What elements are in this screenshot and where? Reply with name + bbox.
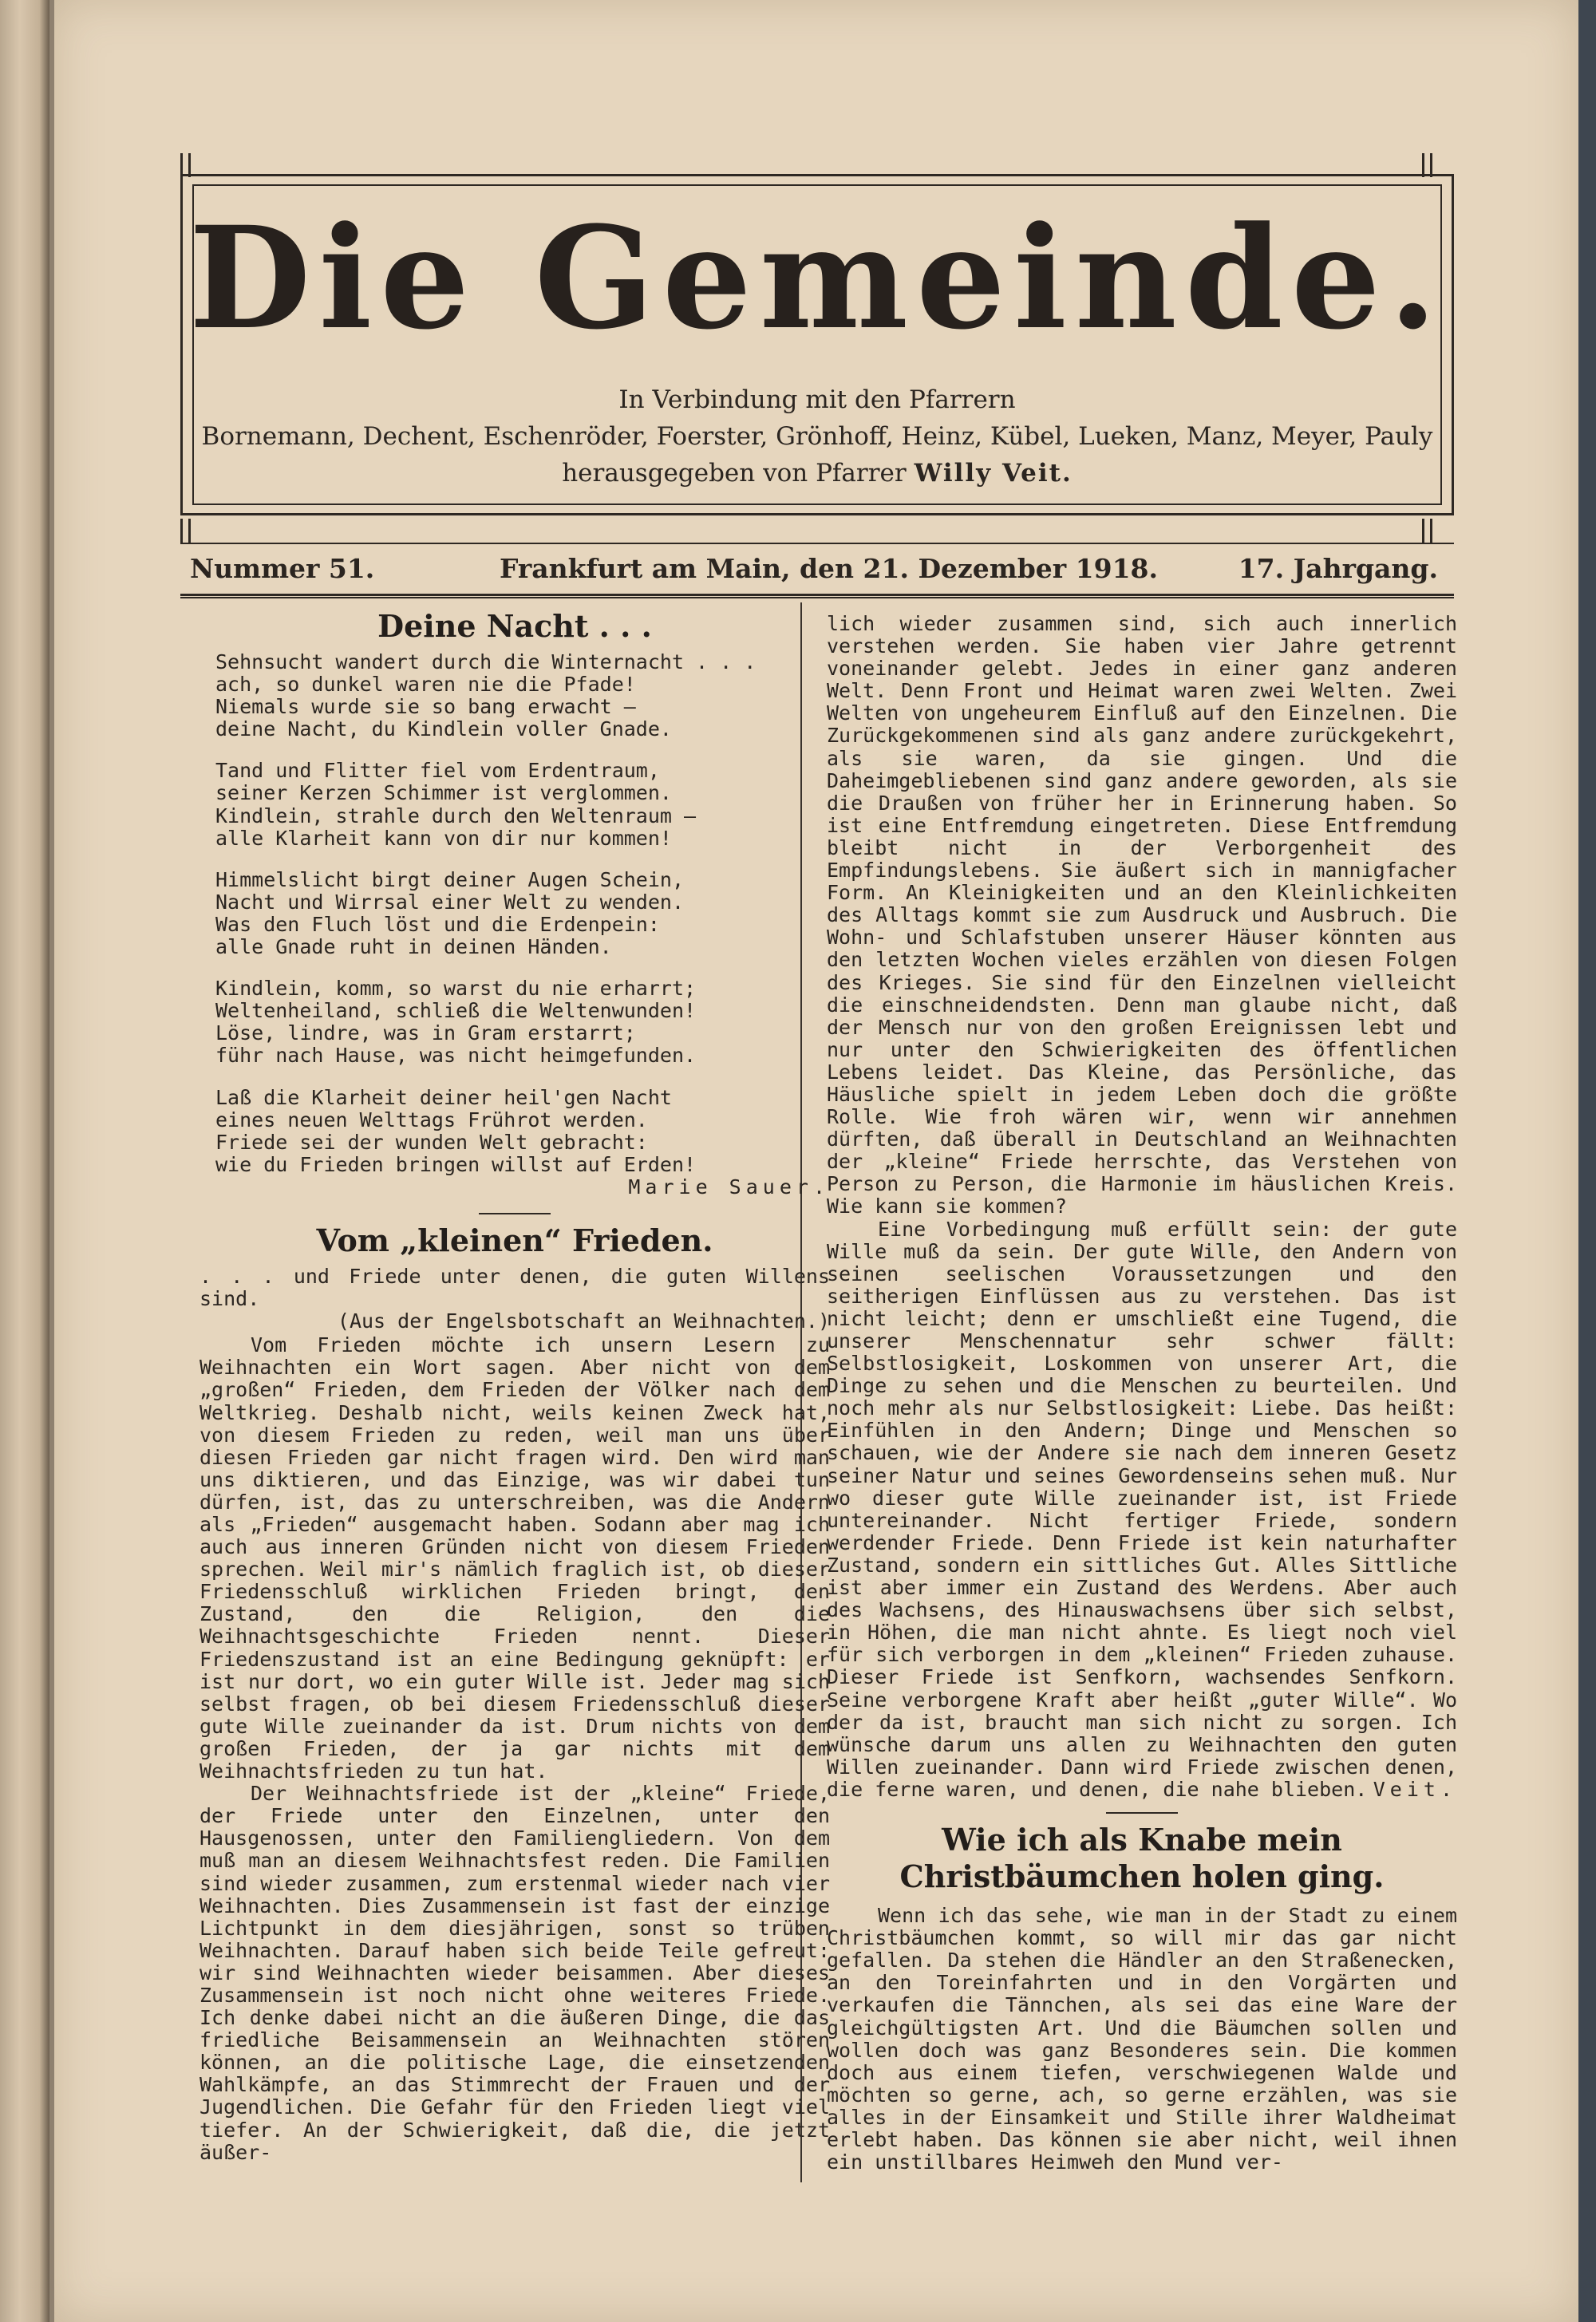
poem-stanza (215, 760, 830, 849)
left-column (200, 606, 830, 2164)
masthead-line-1: In Verbindung mit den Pfarrern (618, 385, 1016, 414)
poem-line: ach, so dunkel waren nie die Pfade! (215, 673, 636, 697)
frame-tick (1430, 519, 1432, 543)
masthead-editor-prefix: herausgegeben von Pfarrer (562, 459, 907, 488)
poem-line: Weltenheiland, schließ die Weltenwunden! (215, 999, 697, 1023)
masthead-line-3 (183, 459, 1452, 488)
poem-line: Friede sei der wunden Welt gebracht: (215, 1130, 648, 1154)
issue-number: Nummer 51. (190, 553, 375, 584)
article-title: Vom „kleinen“ Frieden. (316, 1222, 713, 1258)
poem-line: deine Nacht, du Kindlein voller Gnade. (215, 717, 672, 741)
poem-line: führ nach Hause, was nicht heimgefunden. (215, 1044, 697, 1068)
poem-stanza (215, 977, 830, 1067)
poem-line: Laß die Klarheit deiner heil'gen Nacht (215, 1085, 672, 1109)
poem-line: Kindlein, strahle durch den Weltenraum — (215, 804, 697, 827)
article-author: Veit. (1373, 1777, 1457, 1801)
issue-volume: 17. Jahrgang. (1238, 553, 1438, 584)
article-paragraph: Eine Vorbedingung muß erfüllt sein: der gute Wille muß da sein. Der gute Wille, den Andern von seinen seelischen Voraussetzungen und den seitherigen Einflüssen aus zu verstehen. Das ist nicht leicht; denn er umschließt eine Tugend, die unserer Menschennatur sehr schwer fällt: Selbstlosigkeit, Loskommen von unserer Art, die Dinge zu sehen und die Menschen zu beurteilen. Und noch mehr als nur Selbstlosigkeit: Liebe. Das heißt: Einfühlen in den Andern; Dinge und Menschen so schauen, wie der Andere sie nach dem inneren Gesetz seiner Natur und seines Gewordenseins sehen muß. Nur wo dieser gute Wille zueinander ist, ist Friede untereinander. Nicht fertiger Friede, sondern werdender Friede. Denn Friede ist kein naturhafter Zustand, sondern ein sittliches Gut. Alles Sittliche ist aber immer ein Zustand des Werdens. Aber auch des Wachsens, des Hinauswachsens über sich selbst, in Höhen, die man nicht ahnte. Es liegt noch viel für sich verborgen in dem „kleinen“ Frieden zuhause. Dieser Friede ist Senfkorn, wachsendes Senfkorn. Seine verborgene Kraft aber heißt „guter Wille“. Wo der da ist, braucht man sich nicht zu sorgen. Ich wünsche darum uns allen zu Weihnachten den guten Willen zueinander. Dann wird Friede zwischen denen, die ferne waren, und denen, die nahe blieben. (827, 1217, 1457, 1801)
book-binding (1578, 0, 1596, 2322)
poem-stanza (215, 869, 830, 958)
poem-line: alle Klarheit kann von dir nur kommen! (215, 826, 672, 850)
adjacent-page-edge (0, 0, 49, 2322)
article-paragraph: Der Weihnachtsfriede ist der „kleine“ Friede, der Friede unter den Einzelnen, unter den Hausgenossen, unter den Familiengliedern. Von dem muß man an diesem Weihnachtsfest reden. Die Familien sind wieder zusammen, zum erstenmal wieder nach vier Weihnachten. Dies Zusammensein ist fast der einzige Lichtpunkt in dem diesjährigen, sonst so trüben Weihnachten. Darauf haben sich beide Teile gefreut: wir sind Weihnachten wieder beisammen. Aber dieses Zusammensein ist noch nicht ohne weiteres Friede. Ich denke dabei nicht an die äußeren Dinge, die das friedliche Beisammensein an Weihnachten stören können, an die politische Lage, die einsetzenden Wahlkämpfe, an das Stimmrecht der Frauen und der Jugendlichen. Die Gefahr für den Frieden liegt viel tiefer. An der Schwierigkeit, daß die, die jetzt äußer- (200, 1782, 830, 2164)
poem-author: Marie Sauer. (628, 1175, 830, 1199)
poem-line: wie du Frieden bringen willst auf Erden! (215, 1152, 697, 1176)
masthead-line-2: Bornemann, Dechent, Eschenröder, Foerster, Grönhoff, Heinz, Kübel, Lueken, Manz, Meyer, Pauly (201, 422, 1433, 451)
article-paragraph: Vom Frieden möchte ich unsern Lesern zu Weihnachten ein Wort sagen. Aber nicht von dem „großen“ Frieden, dem Frieden der Völker nach dem Weltkrieg. Deshalb nicht, weils keinen Zweck hat, von diesem Frieden zu reden, weil man uns über diesen Frieden gar nicht fragen wird. Den wird man uns diktieren, und das Einzige, was wir dabei tun dürfen, ist, das zu unterschreiben, was die Andern als „Frieden“ ausgemacht haben. Sodann aber mag ich auch aus inneren Gründen nicht von diesem Frieden sprechen. Weil mir's nämlich fraglich ist, ob dieser Friedensschluß wirklichen Frieden bringt, den Zustand, den die Religion, den die Weihnachtsgeschichte Frieden nennt. Dieser Friedenszustand ist an eine Bedingung geknüpft: er ist nur dort, wo ein guter Wille ist. Jeder mag sich selbst fragen, ob bei diesem Friedensschluß dieser gute Wille zueinander da ist. Drum nichts von dem großen Frieden, der ja gar nichts mit dem Weihnachtsfrieden zu tun hat. (200, 1333, 830, 1783)
right-column (827, 613, 1457, 2174)
epigraph-source: (Aus der Engelsbotschaft an Weihnachten.) (337, 1309, 830, 1333)
poem (215, 651, 830, 1176)
poem-line: Löse, lindre, was in Gram erstarrt; (215, 1021, 636, 1045)
poem-line: Nacht und Wirrsal einer Welt zu wenden. (215, 890, 684, 914)
article-epigraph: . . . und Friede unter denen, die guten Willens sind. (200, 1264, 830, 1311)
frame-tick (180, 519, 183, 543)
poem-stanza (215, 651, 830, 740)
article-paragraph: lich wieder zusammen sind, sich auch innerlich verstehen werden. Sie haben vier Jahre getrennt voneinander gelebt. Jedes in einer ganz anderen Welt. Denn Front und Heimat waren zwei Welten. Zwei Welten von ungeheurem Einfluß auf den Einzelnen. Die Zurückgekommenen sind als ganz andere zurückgekehrt, als sie waren, da sie gingen. Und die Daheimgebliebenen sind ganz andere geworden, als sie die Draußen von früher her in Erinnerung haben. So ist eine Entfremdung eingetreten. Diese Entfremdung bleibt nicht in der Verborgenheit des Empfindungslebens. Sie äußert sich in mannigfacher Form. An Kleinigkeiten und an den Kleinlichkeiten des Alltags kommt sie zum Ausdruck und Ausbruch. Die Wohn- und Schlafstuben unserer Häuser könnten aus den letzten Wochen vieles erzählen von diesen Folgen des Krieges. Sie sind für den Einzelnen vielleicht die einschneidendsten. Denn man glaube nicht, daß der Mensch nur von den großen Ereignissen lebt und nur unter den Schwierigkeiten des öffentlichen Lebens leidet. Das Kleine, das Persönliche, das Häusliche spielt in jedem Leben doch die größte Rolle. Wie froh wären wir, wenn wir annehmen dürften, daß überall in Deutschland an Weihnachten der „kleine“ Friede herrschte, das Verstehen von Person zu Person, die Harmonie im häuslichen Kreis. Wie kann sie kommen? (827, 612, 1457, 1218)
poem-line: seiner Kerzen Schimmer ist verglommen. (215, 781, 672, 805)
poem-stanza (215, 1087, 830, 1176)
issue-bar (180, 543, 1454, 596)
section-rule (1106, 1812, 1178, 1814)
poem-line: Kindlein, komm, so warst du nie erharrt; (215, 977, 697, 1001)
poem-line: eines neuen Welttags Frührot werden. (215, 1108, 648, 1131)
newspaper-title: Die Gemeinde. (188, 195, 1446, 361)
issue-place-date: Frankfurt am Main, den 21. Dezember 1918. (500, 553, 1158, 584)
poem-line: Sehnsucht wandert durch die Winternacht . . . (215, 650, 757, 673)
poem-line: Himmelslicht birgt deiner Augen Schein, (215, 867, 684, 891)
poem-line: Tand und Flitter fiel vom Erdentraum, (215, 759, 660, 783)
masthead-editor-name: Willy Veit. (914, 459, 1073, 488)
poem-title: Deine Nacht . . . (377, 608, 652, 644)
poem-line: alle Gnade ruht in deinen Händen. (215, 935, 612, 959)
frame-tick (188, 519, 191, 543)
poem-line: Was den Fluch löst und die Erdenpein: (215, 912, 660, 936)
header-rule (180, 597, 1454, 598)
article-title: Wie ich als Knabe mein Christbäumchen holen ging. (899, 1822, 1385, 1895)
article-paragraph: Wenn ich das sehe, wie man in der Stadt zu einem Christbäumchen kommt, so will mir das gar nicht gefallen. Da stehen die Händler an den Straßenecken, an den Toreinfahrten und in den Vorgärten und verkaufen die Tännchen, als sei das eine Ware der gleichgültigsten Art. Und die Bäumchen sollen und wollen doch was ganz Besonderes sein. Die kommen doch aus einem tiefen, verschwiegenen Walde und möchten so gerne, ach, so gerne erzählen, was sie alles in der Einsamkeit und Stille ihrer Waldheimat erlebt haben. Das können sie aber nicht, weil ihnen ein unstillbares Heimweh den Mund ver- (827, 1904, 1457, 2174)
poem-line: Niemals wurde sie so bang erwacht — (215, 695, 636, 719)
section-rule (479, 1213, 551, 1214)
masthead (180, 174, 1454, 515)
frame-tick (1422, 519, 1424, 543)
